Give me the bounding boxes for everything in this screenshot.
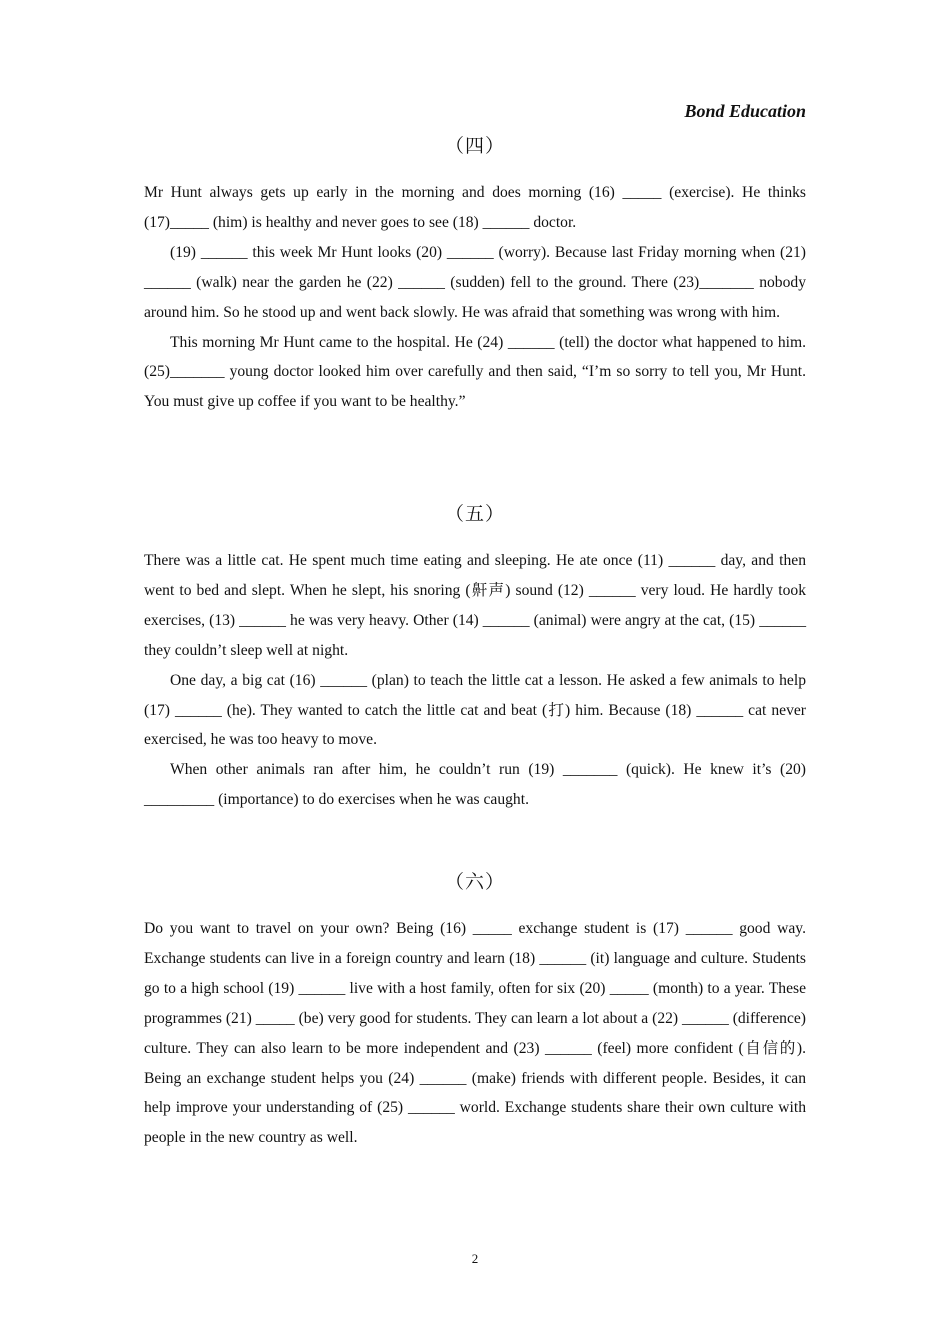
section-4 bbox=[144, 132, 806, 417]
header-brand: Bond Education bbox=[684, 101, 806, 121]
paragraph: This morning Mr Hunt came to the hospital. He (24) ______ (tell) the doctor what happened to him. (25)_______ young doctor looked him over carefully and then said, “I’m so sorry to tell you, Mr Hunt. You must give up coffee if you want to be healthy.” bbox=[144, 333, 806, 411]
paragraph: There was a little cat. He spent much time eating and sleeping. He ate once (11) ______ day, and then went to bed and slept. When he slept, his snoring (鼾声) sound (12) ______ very loud. He hardly took exercises, (13) ______ he was very heavy. Other (14) ______ (animal) were angry at the cat, (15) ______ they couldn’t sleep well at night. bbox=[144, 552, 806, 659]
paragraph: One day, a big cat (16) ______ (plan) to teach the little cat a lesson. He asked a few animals to help (17) ______ (he). They wanted to catch the little cat and beat (打) him. Because (18) ______ cat never exercised, he was too heavy to move. bbox=[144, 671, 806, 749]
section-title: （五） bbox=[444, 504, 505, 525]
section-title: （六） bbox=[444, 872, 505, 893]
paragraph: Mr Hunt always gets up early in the morning and does morning (16) _____ (exercise). He thinks (17)_____ (him) is healthy and never goes to see (18) ______ doctor. bbox=[144, 184, 806, 231]
section-5 bbox=[144, 500, 806, 815]
paragraph: When other animals ran after him, he couldn’t run (19) _______ (quick). He knew it’s (20) _________ (importance) to do exercises when he was caught. bbox=[144, 761, 806, 809]
section-6 bbox=[144, 868, 806, 1153]
page-number: 2 bbox=[471, 1251, 479, 1266]
section-title: （四） bbox=[444, 136, 505, 157]
paragraph: Do you want to travel on your own? Being (16) _____ exchange student is (17) ______ good way. Exchange students can live in a foreign country and learn (18) ______ (it) language and culture. Students go to a high school (19) ______ live with a host family, often for six (20) _____ (month) to a year. These programmes (21) _____ (be) very good for students. They can learn a lot about a (22) ______ (difference) culture. They can also learn to be more independent and (23) ______ (feel) more confident (自信的). Being an exchange student helps you (24) ______ (make) friends with different people. Besides, it can help improve your understanding of (25) ______ world. Exchange students share their own culture with people in the new country as well. bbox=[144, 920, 806, 1147]
paragraph: (19) ______ this week Mr Hunt looks (20) ______ (worry). Because last Friday morning when (21) ______ (walk) near the garden he (22) ______ (sudden) fell to the ground. There (23)_______ nobody around him. So he stood up and went back slowly. He was afraid that something was wrong with him. bbox=[144, 243, 806, 321]
